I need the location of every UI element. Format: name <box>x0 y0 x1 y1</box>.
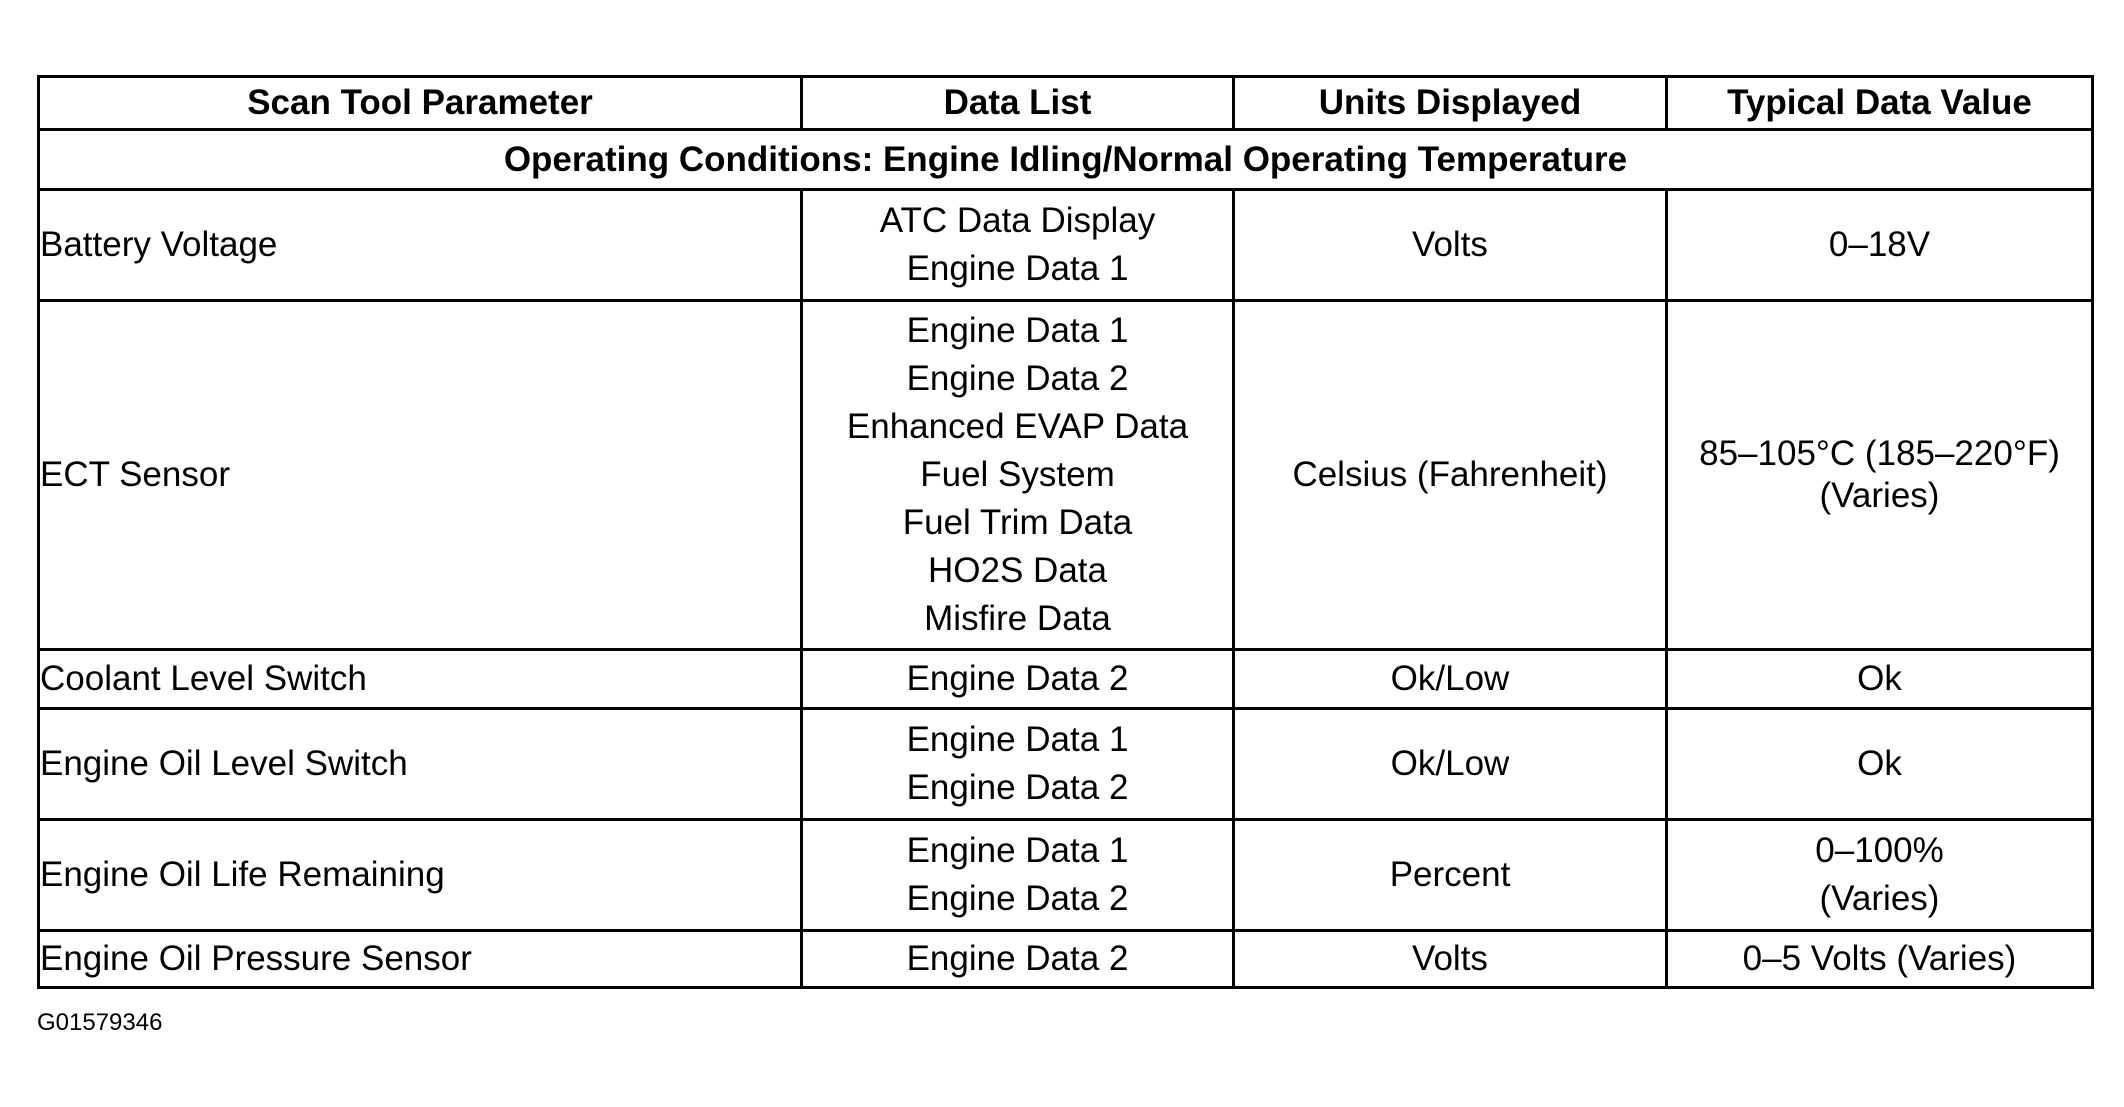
header-row <box>39 77 2093 130</box>
units-cell: Ok/Low <box>1234 650 1667 709</box>
parameter-cell: Engine Oil Life Remaining <box>39 820 802 931</box>
figure-id: G01579346 <box>37 1009 163 1036</box>
table-row <box>39 190 2093 301</box>
table-row <box>39 709 2093 820</box>
data-list-item: Enhanced EVAP Data <box>846 407 1189 446</box>
typical-value-line: 0–100% <box>1815 831 1944 870</box>
data-list-cell <box>802 820 1234 931</box>
data-list-item: HO2S Data <box>928 551 1107 590</box>
scan-tool-data-sheet <box>37 75 2091 989</box>
data-list-cell <box>802 709 1234 820</box>
operating-conditions: Operating Conditions: Engine Idling/Normal Operating Temperature <box>39 130 2093 190</box>
data-list-item: Engine Data 2 <box>906 359 1129 398</box>
data-list-item: Engine Data 1 <box>906 720 1129 759</box>
data-list-item: Fuel System <box>920 455 1115 494</box>
typical-value-line: (Varies) <box>1819 879 1940 918</box>
typical-value-line: Ok <box>1857 744 1902 783</box>
data-list-item: Engine Data 1 <box>906 311 1129 350</box>
data-list-item: Fuel Trim Data <box>902 503 1133 542</box>
units-cell: Ok/Low <box>1234 709 1667 820</box>
data-list-item: ATC Data Display <box>879 201 1156 240</box>
typical-value-cell <box>1667 820 2093 931</box>
data-list-item: Engine Data 2 <box>906 659 1129 698</box>
typical-value-line: (Varies) <box>1819 476 1940 515</box>
table-row <box>39 931 2093 988</box>
units-cell: Celsius (Fahrenheit) <box>1234 301 1667 650</box>
data-list-cell <box>802 190 1234 301</box>
header-scan-tool-parameter: Scan Tool Parameter <box>39 77 802 130</box>
units-cell: Percent <box>1234 820 1667 931</box>
typical-value-line: 0–18V <box>1828 225 1931 264</box>
parameter-cell: Engine Oil Pressure Sensor <box>39 931 802 988</box>
typical-value-cell <box>1667 301 2093 650</box>
typical-value-line: Ok <box>1857 659 1902 698</box>
typical-value-line: 85–105°C (185–220°F) <box>1699 434 2060 473</box>
header-data-list: Data List <box>802 77 1234 130</box>
data-list-cell <box>802 931 1234 988</box>
data-list-item: Engine Data 2 <box>906 939 1129 978</box>
data-list-cell <box>802 650 1234 709</box>
parameter-cell: Battery Voltage <box>39 190 802 301</box>
data-list-cell <box>802 301 1234 650</box>
table-row <box>39 820 2093 931</box>
typical-value-cell <box>1667 709 2093 820</box>
typical-value-line: 0–5 Volts (Varies) <box>1742 939 2017 978</box>
data-list-item: Engine Data 2 <box>906 768 1129 807</box>
data-list-item: Engine Data 1 <box>906 249 1129 288</box>
typical-value-cell <box>1667 931 2093 988</box>
table-row <box>39 301 2093 650</box>
units-cell: Volts <box>1234 931 1667 988</box>
units-cell: Volts <box>1234 190 1667 301</box>
header-typical-data-value: Typical Data Value <box>1667 77 2093 130</box>
operating-conditions-row <box>39 130 2093 190</box>
table-row <box>39 650 2093 709</box>
scan-tool-data-table <box>37 75 2094 989</box>
data-list-item: Engine Data 1 <box>906 831 1129 870</box>
typical-value-cell <box>1667 650 2093 709</box>
header-units-displayed: Units Displayed <box>1234 77 1667 130</box>
parameter-cell: Coolant Level Switch <box>39 650 802 709</box>
typical-value-cell <box>1667 190 2093 301</box>
parameter-cell: ECT Sensor <box>39 301 802 650</box>
parameter-cell: Engine Oil Level Switch <box>39 709 802 820</box>
data-list-item: Misfire Data <box>924 599 1111 638</box>
data-list-item: Engine Data 2 <box>906 879 1129 918</box>
